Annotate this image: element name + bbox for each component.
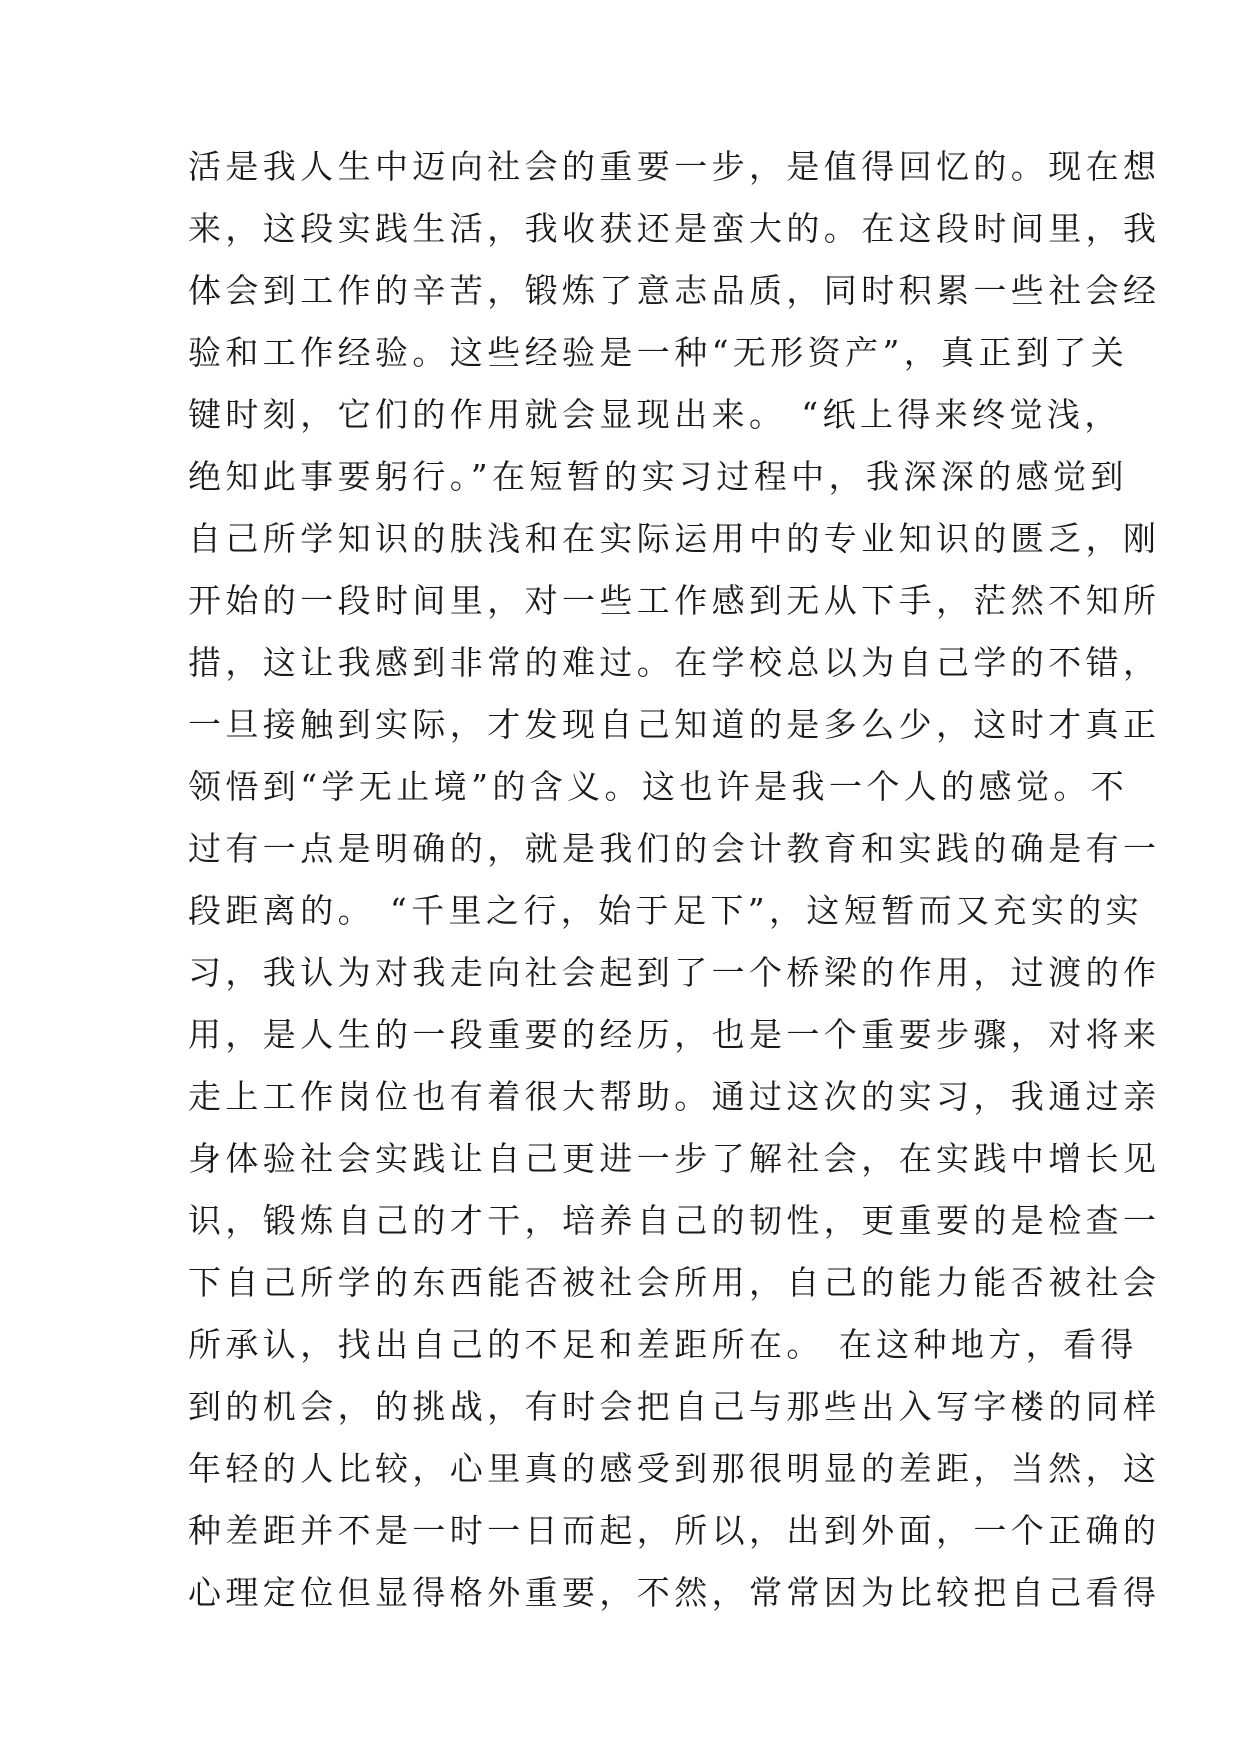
text-line: 年轻的人比较，心里真的感受到那很明显的差距，当然，这 [188,1449,1161,1488]
text-line: 身体验社会实践让自己更进一步了解社会，在实践中增长见 [188,1139,1161,1178]
text-line: 活是我人生中迈向社会的重要一步，是值得回忆的。现在想 [188,147,1161,186]
text-line: 自己所学知识的肤浅和在实际运用中的专业知识的匮乏，刚 [188,519,1161,558]
text-line: 体会到工作的辛苦，锻炼了意志品质，同时积累一些社会经 [188,271,1161,310]
text-line: 一旦接触到实际，才发现自己知道的是多么少，这时才真正 [188,705,1161,744]
text-line: 绝知此事要躬行。”在短暂的实习过程中，我深深的感觉到 [188,457,1128,496]
text-line: 开始的一段时间里，对一些工作感到无从下手，茫然不知所 [188,581,1161,620]
text-line: 走上工作岗位也有着很大帮助。通过这次的实习，我通过亲 [188,1077,1161,1116]
text-line: 过有一点是明确的，就是我们的会计教育和实践的确是有一 [188,829,1161,868]
text-line: 来，这段实践生活，我收获还是蛮大的。在这段时间里，我 [188,209,1161,248]
text-line: 下自己所学的东西能否被社会所用，自己的能力能否被社会 [188,1263,1161,1302]
text-line: 领悟到“学无止境”的含义。这也许是我一个人的感觉。不 [188,767,1129,806]
text-line: 识，锻炼自己的才干，培养自己的韧性，更重要的是检查一 [188,1201,1161,1240]
text-line: 键时刻，它们的作用就会显现出来。 “纸上得来终觉浅， [188,395,1122,434]
text-line: 所承认，找出自己的不足和差距所在。 在这种地方，看得 [188,1325,1138,1364]
text-line: 习，我认为对我走向社会起到了一个桥梁的作用，过渡的作 [188,953,1161,992]
text-line: 到的机会，的挑战，有时会把自己与那些出入写字楼的同样 [188,1387,1161,1426]
text-line: 段距离的。 “千里之行，始于足下”，这短暂而又充实的实 [188,891,1144,930]
text-line: 心理定位但显得格外重要，不然，常常因为比较把自己看得 [188,1573,1161,1612]
text-line: 验和工作经验。这些经验是一种“无形资产”，真正到了关 [188,333,1129,372]
text-line: 措，这让我感到非常的难过。在学校总以为自己学的不错， [188,643,1161,682]
body-text [188,136,1161,1624]
text-line: 用，是人生的一段重要的经历，也是一个重要步骤，对将来 [188,1015,1161,1054]
text-line: 种差距并不是一时一日而起，所以，出到外面，一个正确的 [188,1511,1161,1550]
